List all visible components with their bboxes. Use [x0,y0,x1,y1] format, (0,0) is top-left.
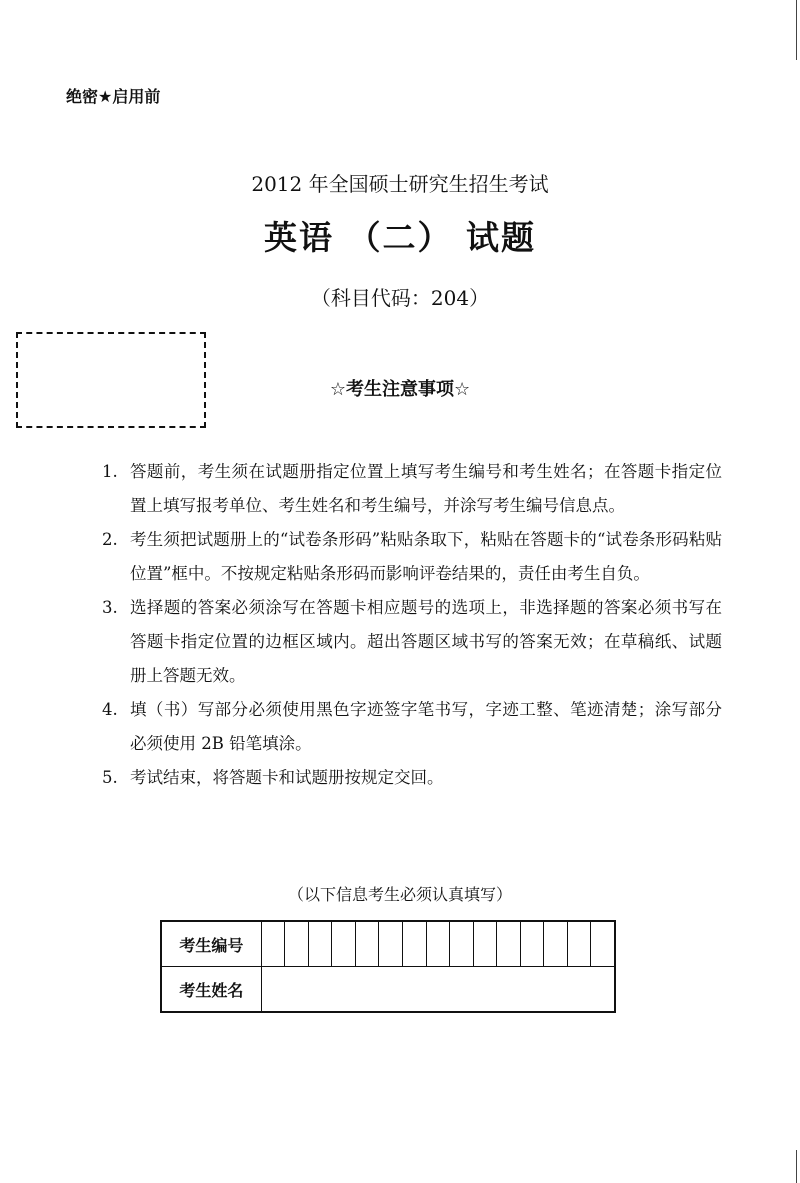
candidate-name-label: 考生姓名 [161,967,261,1013]
notice-item-number: 5. [102,768,118,787]
candidate-id-digit-cell[interactable] [497,921,521,967]
notice-item-number: 1. [102,462,118,481]
confidential-label: 绝密★启用前 [66,87,161,106]
candidate-id-digit-cell[interactable] [332,921,356,967]
notice-item [102,761,722,795]
candidate-name-row [161,967,615,1013]
candidate-id-digit-cell[interactable] [308,921,332,967]
candidate-id-row [161,921,615,967]
notice-list [102,455,722,795]
scan-edge-line [796,0,797,60]
notice-item [102,523,722,591]
scan-edge-line [796,1150,797,1183]
candidate-id-digit-cell[interactable] [261,921,285,967]
notice-item-text: 填（书）写部分必须使用黑色字迹签字笔书写，字迹工整、笔迹清楚；涂写部分必须使用 2B 铅笔填涂。 [130,700,722,753]
notice-item [102,455,722,523]
candidate-name-field[interactable] [261,967,615,1013]
notice-item-number: 3. [102,598,118,617]
candidate-id-digit-cell[interactable] [450,921,474,967]
notice-item-text: 考试结束，将答题卡和试题册按规定交回。 [130,768,444,787]
notice-item-number: 2. [102,530,118,549]
notice-item [102,693,722,761]
candidate-id-digit-cell[interactable] [520,921,544,967]
notice-item-text: 答题前，考生须在试题册指定位置上填写考生编号和考生姓名；在答题卡指定位置上填写报考单位、考生姓名和考生编号，并涂写考生编号信息点。 [130,462,722,515]
subject-title: 英语 （二） 试题 [264,218,536,257]
exam-title: 2012 年全国硕士研究生招生考试 [251,172,549,196]
candidate-id-digit-cell[interactable] [379,921,403,967]
candidate-id-digit-cell[interactable] [567,921,591,967]
fill-in-hint: （以下信息考生必须认真填写） [287,885,512,904]
candidate-id-digit-cell[interactable] [402,921,426,967]
candidate-id-label: 考生编号 [161,921,261,967]
notice-item-text: 选择题的答案必须涂写在答题卡相应题号的选项上，非选择题的答案必须书写在答题卡指定位置的边框区域内。超出答题区域书写的答案无效；在草稿纸、试题册上答题无效。 [130,598,722,685]
candidate-id-digit-cell[interactable] [355,921,379,967]
notice-heading: ☆考生注意事项☆ [329,379,471,400]
candidate-id-digit-cell[interactable] [591,921,615,967]
notice-item-number: 4. [102,700,118,719]
candidate-id-digit-cell[interactable] [285,921,309,967]
candidate-id-digit-cell[interactable] [426,921,450,967]
candidate-id-digit-cell[interactable] [473,921,497,967]
notice-item-text: 考生须把试题册上的“试卷条形码”粘贴条取下，粘贴在答题卡的“试卷条形码粘贴位置”框中。不按规定粘贴条形码而影响评卷结果的，责任由考生自负。 [130,530,722,583]
candidate-id-digit-cell[interactable] [544,921,568,967]
subject-code: （科目代码：204） [310,286,490,310]
candidate-info-table [160,920,616,1013]
notice-item [102,591,722,693]
